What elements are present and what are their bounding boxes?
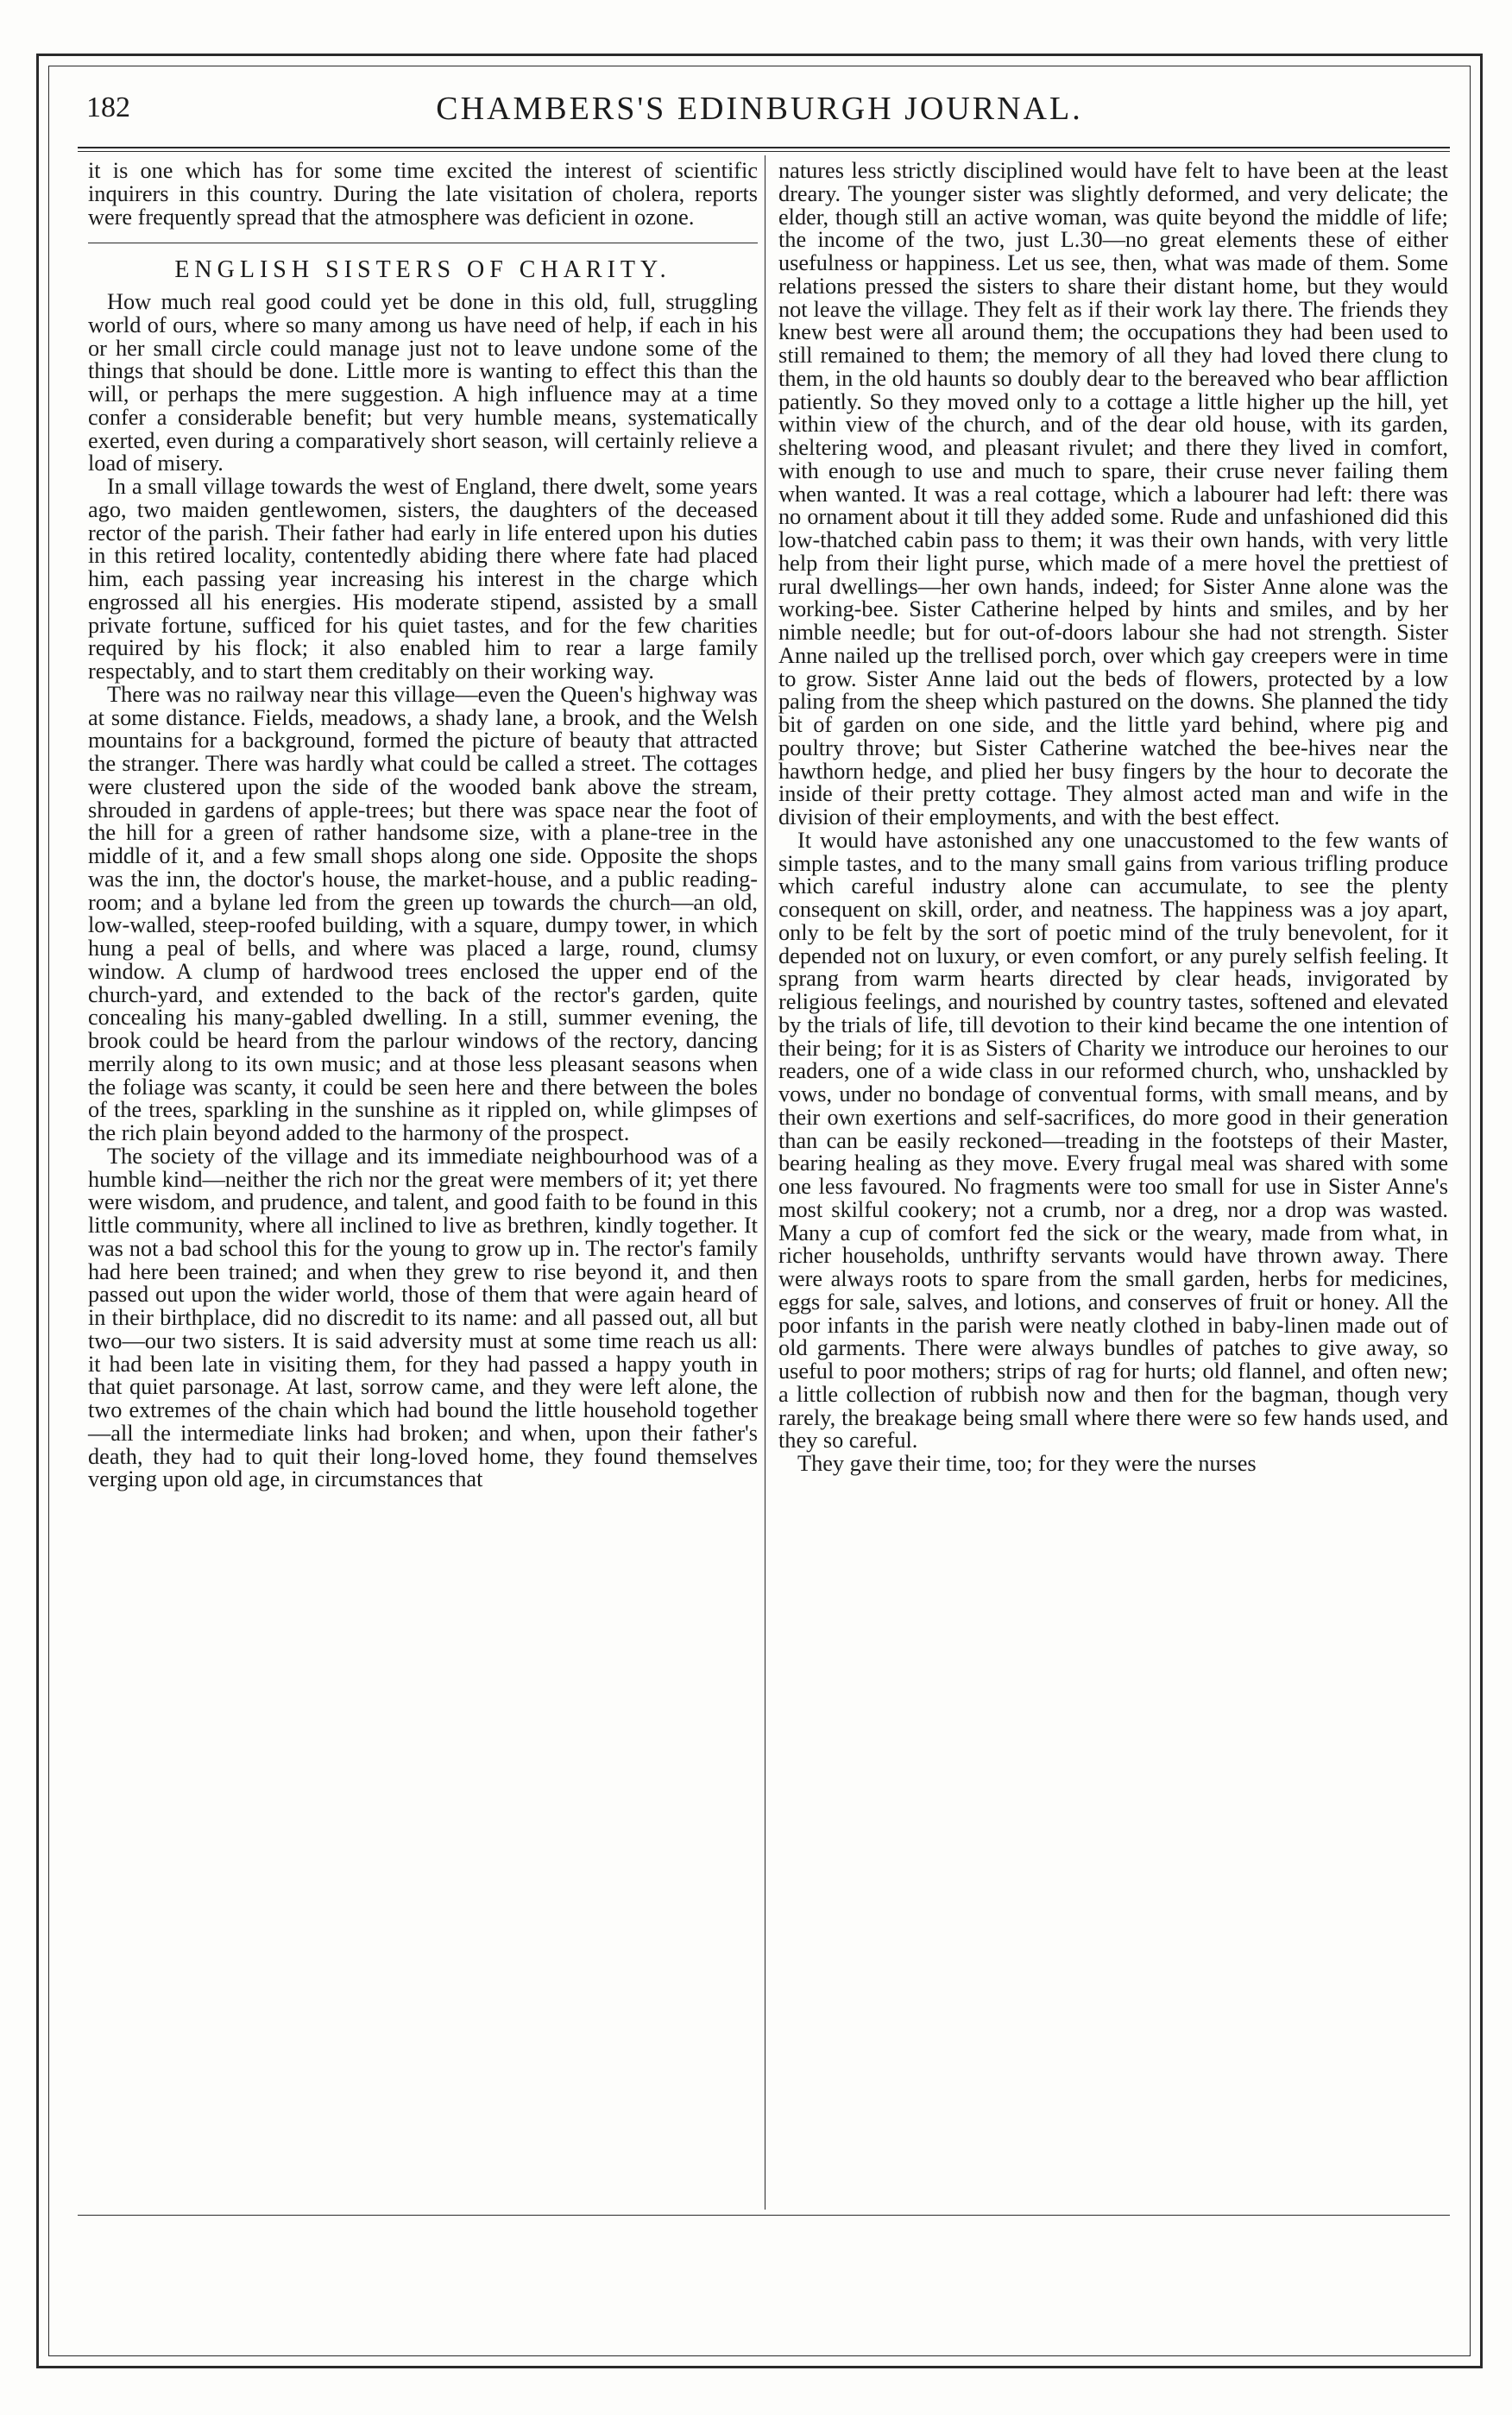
footer-rule [78,2215,1450,2216]
paragraph: natures less strictly disciplined would have felt to have been at the least dreary. The younger sister was slightly deformed, and very delicate; the elder, though still an active woman, was quite beyond the middle of life; the income of the two, just L.30—no great elements these of either usefulness or happiness. Let us see, then, what was made of them. Some relations pressed the sisters to share their distant home, but they would not leave the village. They felt as if their work lay there. The friends they knew best were all around them; the occupations they had been used to still remained to them; the memory of all they had loved there clung to them, in the old haunts so doubly dear to the bereaved who bear affliction patiently. So they moved only to a cottage a little higher up the hill, yet within view of the church, and of the dear old house, with its garden, sheltering wood, and pleasant rivulet; and there they lived in comfort, with enough to use and much to spare, their cruse never failing them when wanted. It was a real cottage, which a labourer had left: there was no ornament about it till they added some. Rude and unfashioned did this low-thatched cabin pass to them; it was their own hands, with very little help from their light purse, which made of a mere hovel the prettiest of rural dwellings—her own hands, indeed; for Sister Anne alone was the working-bee. Sister Catherine helped by hints and smiles, and by her nimble needle; but for out-of-doors labour she had not strength. Sister Anne nailed up the trellised porch, over which gay creepers were in time to grow. Sister Anne laid out the beds of flowers, protected by a low paling from the sheep which pastured on the downs. She planned the tidy bit of garden on one side, and the little yard behind, where pig and poultry throve; but Sister Catherine watched the bee-hives near the hawthorn hedge, and plied her busy fingers by the hour to decorate the inside of their pretty cottage. They almost acted man and wife in the division of their employments, and with the best effect. [778,158,1448,829]
paragraph: In a small village towards the west of England, there dwelt, some years ago, two maiden gentlewomen, sisters, the daughters of the deceased rector of the parish. Their father had early in life entered upon his duties in this retired locality, contentedly abiding there where fate had placed him, each passing year increasing his interest in the charge which engrossed all his energies. His moderate stipend, assisted by a small private fortune, sufficed for his quiet tastes, and for the few charities required by his flock; it also enabled him to rear a large family respectably, and to start them creditably on their working way. [88,474,758,684]
paragraph: It would have astonished any one unaccustomed to the few wants of simple tastes, and to the many small gains from various trifling produce which careful industry alone can accumulate, to see the plenty consequent on skill, order, and neatness. The happiness was a joy apart, only to be felt by the sort of poetic mind of the truly benevolent, for it depended not on luxury, or even comfort, or any purely selfish feeling. It sprang from warm hearts directed by clear heads, invigorated by religious feelings, and nourished by country tastes, softened and elevated by the trials of life, till devotion to their kind became the one intention of their being; for it is as Sisters of Charity we introduce our heroines to our readers, one of a wide class in our reformed church, who, unshackled by vows, under no bondage of conventual forms, with small means, and by their own exertions and self-sacrifices, do more good in their generation than can be easily reckoned—treading in the footsteps of their Master, bearing healing as they move. Every frugal meal was shared with some one less favoured. No fragments were too small for use in Sister Anne's most skilful cookery; not a crumb, nor a dreg, nor a drop was wasted. Many a cup of comfort fed the sick or the weary, made from what, in richer households, unthrifty servants would have thrown away. There were always roots to spare from the small garden, herbs for medicines, eggs for sale, salves, and lotions, and conserves of fruit or honey. All the poor infants in the parish were neatly clothed in baby-linen made out of old garments. There were always bundles of patches to give away, so useful to poor mothers; strips of rag for hurts; old flannel, and often new; a little collection of rubbish now and then for the bagman, though very rarely, the breakage being small where there were so few hands used, and they so careful. [778,827,1448,1453]
page-number: 182 [86,91,130,123]
article-title: ENGLISH SISTERS OF CHARITY. [174,256,671,284]
left-column [88,160,758,1491]
paragraph: There was no railway near this village—even the Queen's highway was at some distance. Fields, meadows, a shady lane, a brook, and the Welsh mountains for a background, formed the picture of beauty that attracted the stranger. There was hardly what could be called a street. The cottages were clustered upon the side of the wooded bank above the stream, shrouded in gardens of apple-trees; but there was space near the foot of the hill for a green of rather handsome size, with a plane-tree in the middle of it, and a few small shops along one side. Opposite the shops was the inn, the doctor's house, the market-house, and a public reading-room; and a bylane led from the green up towards the church—an old, low-walled, steep-roofed building, with a square, dumpy tower, in which hung a peal of bells, and where was placed a large, round, clumsy window. A clump of hardwood trees enclosed the upper end of the church-yard, and extended to the back of the rector's garden, quite concealing his many-gabled dwelling. In a still, summer evening, the brook could be heard from the parlour windows of the rectory, dancing merrily along to its own music; and at those less pleasant seasons when the foliage was scanty, it could be seen here and there between the boles of the trees, sparkling in the sunshine as it rippled on, while glimpses of the rich plain beyond added to the harmony of the prospect. [88,681,758,1145]
journal-title: CHAMBERS'S EDINBURGH JOURNAL. [436,91,1083,127]
header-rule-thin [78,151,1450,152]
header-rule [78,147,1450,148]
paragraph: How much real good could yet be done in this old, full, struggling world of ours, where so many among us have need of help, if each in his or her small circle could manage just not to leave undone some of the things that should be done. Little more is wanting to effect this than the will, or perhaps the mere suggestion. A high influence may at a time confer a considerable benefit; but very humble means, systematically exerted, even during a comparatively short season, will certainly relieve a load of misery. [88,289,758,476]
right-column [778,160,1448,1476]
paragraph: The society of the village and its immediate neighbourhood was of a humble kind—neither the rich nor the great were members of it; yet there were wisdom, and prudence, and talent, and good faith to be found in this little community, where all inclined to live as brethren, kindly together. It was not a bad school this for the young to grow up in. The rector's family had here been trained; and when they grew to rise beyond it, and then passed out upon the wider world, those of them that were again heard of in their birthplace, did no discredit to its name: and all passed out, all but two—our two sisters. It is said adversity must at some time reach us all: it had been late in visiting them, for they had passed a happy youth in that quiet parsonage. At last, sorrow came, and they were left alone, the two extremes of the chain which had bound the little household together—all the intermediate links had broken; and when, upon their father's death, they had to quit their long-loved home, they found themselves verging upon old age, in circumstances that [88,1143,758,1492]
paragraph: They gave their time, too; for they were the nurses [797,1451,1257,1476]
page-header [86,85,1433,136]
continued-paragraph: it is one which has for some time excited the interest of scientific inquirers in this country. During the late visitation of cholera, reports were frequently spread that the atmosphere was deficient in ozone. [88,158,758,230]
